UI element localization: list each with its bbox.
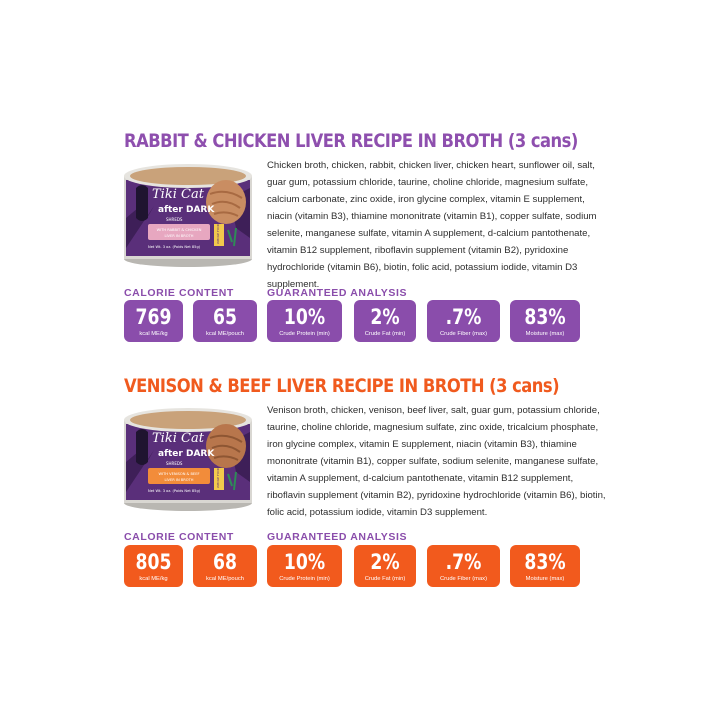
- analysis-tile-fiber: [427, 300, 500, 342]
- can-flavor-line2: LIVER IN BROTH: [164, 478, 194, 482]
- tile-value: .7%: [445, 305, 482, 329]
- tile-value: .7%: [445, 550, 482, 574]
- can-line-text: after DARK: [158, 205, 215, 215]
- calorie-tile-pouch: [193, 545, 257, 587]
- tile-caption: Crude Protein (min): [279, 331, 330, 337]
- tile-value: 68: [213, 550, 237, 574]
- calorie-tile-kg: [124, 545, 183, 587]
- tile-value: 83%: [524, 550, 566, 574]
- product-can-image: [118, 402, 258, 514]
- calorie-content-heading: CALORIE CONTENT: [124, 531, 234, 543]
- tile-caption: Crude Fat (min): [364, 331, 406, 337]
- analysis-tile-fiber: [427, 545, 500, 587]
- can-side-text: WHOLE FOOD: [216, 223, 220, 244]
- calorie-tile-pouch: [193, 300, 257, 342]
- tile-value: 10%: [283, 550, 326, 574]
- tile-value: 805: [135, 550, 172, 574]
- can-net-weight: Net Wt. 3 oz. (Poids Net 85g): [148, 245, 201, 249]
- can-net-weight: Net Wt. 3 oz. (Poids Net 85g): [148, 489, 201, 493]
- tile-caption: kcal ME/pouch: [205, 576, 245, 582]
- recipe-title: RABBIT & CHICKEN LIVER RECIPE IN BROTH (3 cans): [124, 130, 578, 152]
- ingredients-text: Venison broth, chicken, venison, beef liver, salt, guar gum, potassium chloride, taurine, choline chloride, magnesium sulfate, zinc oxide, tricalcium phosphate, iron glycine complex, vitamin E supplement, niacin (vitamin B3), thiamine mononitrate (vitamin B1), copper sulfate, sodium selenite, manganese sulfate, vitamin A supplement, d-calcium pantothenate, vitamin B12 supplement, riboflavin supplement (vitamin B2), pyridoxine hydrochloride (vitamin B6), biotin, folic acid, potassium iodide, vitamin D3 supplement.: [267, 405, 606, 518]
- tile-caption: Crude Fiber (max): [439, 331, 488, 337]
- tile-value: 10%: [283, 305, 326, 329]
- can-flavor-line1: WITH RABBIT & CHICKEN: [156, 228, 202, 232]
- tile-value: 83%: [524, 305, 566, 329]
- recipe-title: VENISON & BEEF LIVER RECIPE IN BROTH (3 cans): [124, 375, 560, 397]
- tile-value: 65: [213, 305, 237, 329]
- can-flavor-line2: LIVER IN BROTH: [164, 234, 194, 238]
- can-sub-text: SHREDS: [166, 461, 183, 466]
- guaranteed-analysis-heading: GUARANTEED ANALYSIS: [267, 287, 408, 299]
- tile-value: 769: [135, 305, 172, 329]
- analysis-tile-moisture: [510, 545, 580, 587]
- tile-caption: Moisture (max): [525, 331, 565, 337]
- tile-value: 2%: [370, 550, 400, 574]
- can-brand-text: Tiki Cat: [152, 431, 204, 446]
- tile-caption: Moisture (max): [525, 576, 565, 582]
- analysis-tile-fat: [354, 545, 416, 587]
- can-flavor-line1: WITH VENISON & BEEF: [158, 472, 200, 476]
- ingredients-text: Chicken broth, chicken, rabbit, chicken liver, chicken heart, sunflower oil, salt, guar gum, potassium chloride, taurine, choline chloride, magnesium sulfate, calcium carbonate, zinc oxide, iron glycine complex, vitamin E supplement, niacin (vitamin B3), thiamine mononitrate (vitamin B1), copper sulfate, sodium selenite, manganese sulfate, vitamin A supplement, d-calcium pantothenate, vitamin B12 supplement, riboflavin supplement (vitamin B2), pyridoxine hydrochloride (vitamin B6), biotin, folic acid, potassium iodide, vitamin D3 supplement.: [267, 160, 597, 290]
- tile-caption: Crude Fiber (max): [439, 576, 488, 582]
- can-line-text: after DARK: [158, 449, 215, 459]
- tile-caption: kcal ME/pouch: [205, 331, 245, 337]
- analysis-tile-protein: [267, 545, 342, 587]
- calorie-content-heading: CALORIE CONTENT: [124, 287, 234, 299]
- tile-caption: kcal ME/kg: [139, 576, 168, 582]
- product-can-image: [118, 158, 258, 270]
- guaranteed-analysis-heading: GUARANTEED ANALYSIS: [267, 531, 408, 543]
- can-sub-text: SHREDS: [166, 217, 183, 222]
- analysis-tile-moisture: [510, 300, 580, 342]
- tile-caption: Crude Protein (min): [279, 576, 330, 582]
- tile-value: 2%: [370, 305, 400, 329]
- tile-caption: Crude Fat (min): [364, 576, 406, 582]
- analysis-tile-protein: [267, 300, 342, 342]
- analysis-tile-fat: [354, 300, 416, 342]
- tile-caption: kcal ME/kg: [139, 331, 168, 337]
- calorie-tile-kg: [124, 300, 183, 342]
- can-brand-text: Tiki Cat: [152, 187, 204, 202]
- can-side-text: WHOLE FOOD: [216, 467, 220, 488]
